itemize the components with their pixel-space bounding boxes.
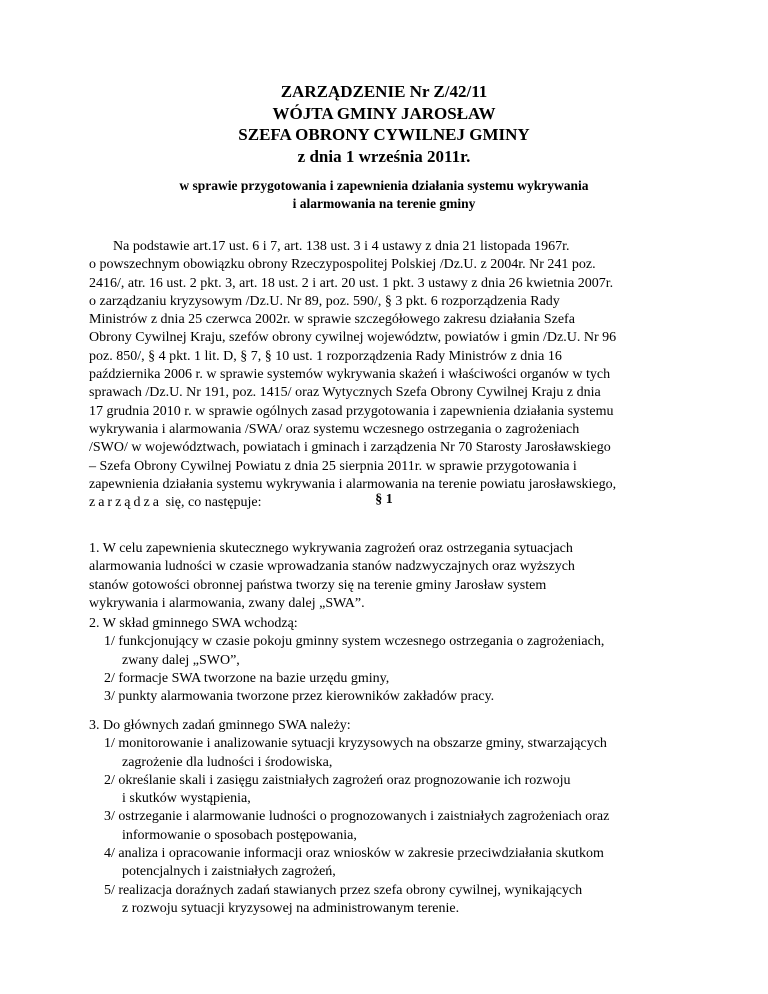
list-item: 2/ formacje SWA tworzone na bazie urzędu gminy,: [104, 670, 390, 686]
list-item-continuation: informowanie o sposobach postępowania,: [122, 827, 357, 843]
preamble-line: wykrywania i alarmowania /SWA/ oraz systemu wczesnego ostrzegania o zagrożeniach: [89, 421, 580, 437]
preamble-line: /SWO/ w województwach, powiatach i gminach i zarządzenia Nr 70 Starosty Jarosławskiego: [89, 440, 611, 456]
paragraph-3: [89, 717, 609, 918]
list-item-continuation: z rozwoju sytuacji kryzysowej na administrowanym terenie.: [122, 900, 460, 916]
preamble-line: października 2006 r. w sprawie systemów wykrywania skażeń i właściwości organów w tych: [89, 367, 611, 383]
list-item-continuation: potencjalnych i zaistniałych zagrożeń,: [122, 864, 336, 880]
preamble-line: Ministrów z dnia 25 czerwca 2002r. w sprawie szczegółowego zakresu działania Szefa: [89, 312, 575, 328]
preamble-line: zapewnienia działania systemu wykrywania i alarmowania na terenie powiatu jarosławskiego,: [89, 476, 617, 492]
subject-line: i alarmowania na terenie gminy: [292, 196, 476, 211]
preamble-line: sprawach /Dz.U. Nr 191, poz. 1415/ oraz Wytycznych Szefa Obrony Cywilnej Kraju z dnia: [89, 385, 601, 401]
list-item: 3/ ostrzeganie i alarmowanie ludności o prognozowanych i zaistniałych zagrożeniach oraz: [104, 809, 610, 825]
list-item-continuation: zwany dalej „SWO”,: [122, 652, 240, 668]
decree-verb: zarządza: [89, 495, 162, 511]
title-date: z dnia 1 września 2011r.: [297, 146, 471, 166]
closing-text: się, co następuje:: [161, 495, 262, 511]
paragraph-2: [89, 615, 604, 706]
document-title: [0, 81, 768, 167]
section-mark: § 1: [375, 492, 393, 507]
paragraph-line: wykrywania i alarmowania, zwany dalej „SWA”.: [89, 595, 365, 611]
title-line: SZEFA OBRONY CYWILNEJ GMINY: [238, 125, 530, 144]
paragraph-line: 1. W celu zapewnienia skutecznego wykrywania zagrożeń oraz ostrzegania sytuacjach: [89, 541, 573, 556]
preamble-line: poz. 850/, § 4 pkt. 1 lit. D, § 7, § 10 ust. 1 rozporządzenia Rady Ministrów z dnia 16: [89, 348, 562, 364]
paragraph-line: stanów gotowości obronnej państwa tworzy się na terenie gminy Jarosław system: [89, 577, 547, 593]
list-item-continuation: i skutków wystąpienia,: [122, 791, 251, 807]
preamble-line: o powszechnym obowiązku obrony Rzeczypospolitej Polskiej /Dz.U. z 2004r. Nr 241 poz.: [89, 257, 596, 273]
preamble-line: Obrony Cywilnej Kraju, szefów obrony cywilnej województw, powiatów i gmin /Dz.U. Nr 96: [89, 330, 617, 346]
document-subject: [0, 177, 768, 213]
list-item: 1/ monitorowanie i analizowanie sytuacji kryzysowych na obszarze gminy, stwarzających: [104, 736, 607, 752]
preamble-line: – Szefa Obrony Cywilnej Powiatu z dnia 25 sierpnia 2011r. w sprawie przygotowania i: [89, 458, 577, 474]
preamble-line: 2416/, atr. 16 ust. 2 pkt. 3, art. 18 ust. 2 i art. 20 ust. 1 pkt. 3 ustawy z dnia 26 kwietnia 2007r.: [89, 275, 614, 291]
paragraph-1: [89, 540, 575, 613]
title-line: WÓJTA GMINY JAROSŁAW: [272, 103, 496, 123]
legal-basis-preamble: [89, 238, 616, 512]
paragraph-intro: 3. Do głównych zadań gminnego SWA należy:: [89, 718, 351, 733]
preamble-line: 17 grudnia 2010 r. w sprawie ogólnych zasad przygotowania i zapewnienia działania systemu: [89, 403, 614, 419]
subject-line: w sprawie przygotowania i zapewnienia działania systemu wykrywania: [179, 178, 589, 193]
paragraph-line: alarmowania ludności w czasie wprowadzania stanów nadzwyczajnych oraz wyższych: [89, 559, 575, 575]
paragraph-intro: 2. W skład gminnego SWA wchodzą:: [89, 616, 298, 631]
list-item: 2/ określanie skali i zasięgu zaistniałych zagrożeń oraz prognozowanie ich rozwoju: [104, 772, 571, 788]
list-item-continuation: zagrożenie dla ludności i środowiska,: [122, 754, 333, 770]
list-item: 4/ analiza i opracowanie informacji oraz wniosków w zakresie przeciwdziałania skutkom: [104, 846, 604, 862]
preamble-line: o zarządzaniu kryzysowym /Dz.U. Nr 89, poz. 590/, § 3 pkt. 6 rozporządzenia Rady: [89, 293, 560, 309]
list-item: 1/ funkcjonujący w czasie pokoju gminny system wczesnego ostrzegania o zagrożeniach,: [104, 634, 605, 650]
preamble-line: Na podstawie art.17 ust. 6 i 7, art. 138 ust. 3 i 4 ustawy z dnia 21 listopada 1967r.: [113, 239, 570, 254]
list-item: 3/ punkty alarmowania tworzone przez kierowników zakładów pracy.: [104, 689, 495, 705]
title-line: ZARZĄDZENIE Nr Z/42/11: [280, 82, 488, 101]
list-item: 5/ realizacja doraźnych zadań stawianych przez szefa obrony cywilnej, wynikających: [104, 882, 583, 898]
